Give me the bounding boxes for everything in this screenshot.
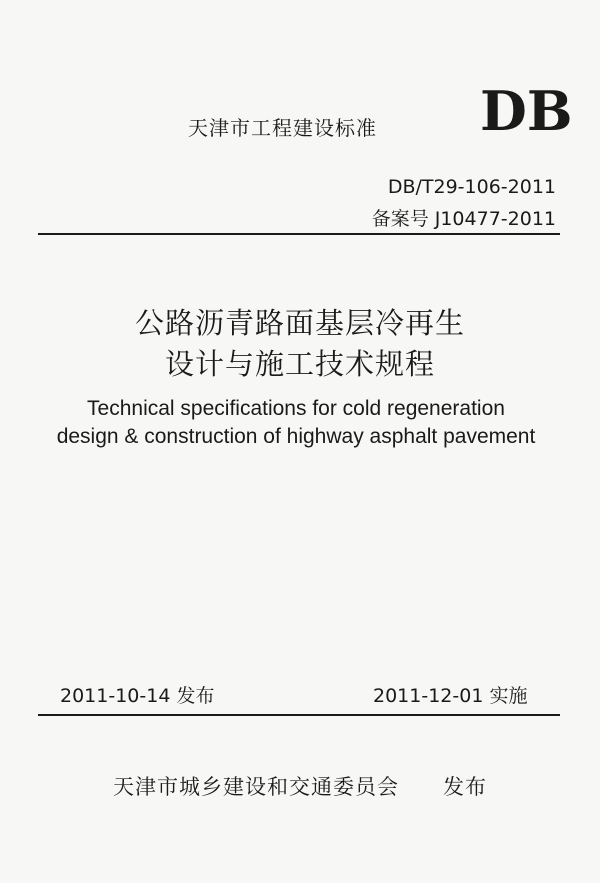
title-cn-line1: 公路沥青路面基层冷再生	[134, 306, 465, 340]
title-en-line2: design & construction of highway asphalt pavement	[56, 425, 536, 448]
publisher: 天津市城乡建设和交通委员会	[113, 775, 399, 799]
standard-number: DB/T29-106-2011	[387, 176, 556, 198]
filing-number: 备案号 J10477-2011	[371, 208, 556, 230]
bottom-divider	[38, 714, 560, 716]
issue-date: 2011-10-14 发布	[60, 685, 215, 707]
publisher-action: 发布	[443, 775, 487, 799]
effective-date: 2011-12-01 实施	[373, 685, 528, 707]
title-cn-line2: 设计与施工技术规程	[164, 347, 435, 381]
title-en-line1: Technical specifications for cold regeneration	[87, 397, 505, 420]
db-mark: DB	[480, 79, 573, 143]
top-divider	[38, 233, 560, 235]
issuer-category: 天津市工程建设标准	[188, 116, 377, 140]
